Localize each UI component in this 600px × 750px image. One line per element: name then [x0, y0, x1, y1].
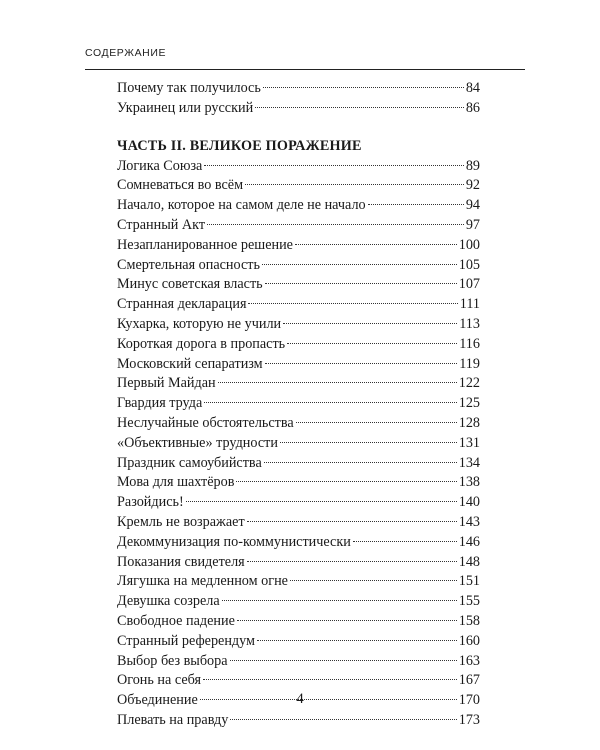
toc-entry-page: 134 [458, 454, 480, 471]
toc-entry [117, 493, 480, 513]
dot-leader [280, 442, 457, 443]
dot-leader [207, 224, 464, 225]
toc-entry-page: 131 [458, 434, 480, 451]
toc-entry [117, 711, 480, 731]
toc-entry [117, 236, 480, 256]
toc-entry [117, 335, 480, 355]
running-header [85, 47, 525, 70]
dot-leader [263, 87, 464, 88]
toc-entry-page: 163 [458, 652, 480, 669]
toc-entry-page: 167 [458, 672, 480, 689]
dot-leader [295, 244, 457, 245]
toc-entry-title: Странная декларация [117, 296, 247, 313]
page-number: 4 [296, 691, 304, 707]
toc-entry [117, 612, 480, 632]
toc-entry [117, 79, 480, 99]
toc-entry-title: Начало, которое на самом деле не начало [117, 197, 366, 214]
toc-entry [117, 157, 480, 177]
toc-entry-title: Объединение [117, 692, 198, 709]
toc-entry-title: Плевать на правду [117, 711, 229, 728]
toc-entry-page: 140 [458, 494, 480, 511]
dot-leader [257, 640, 457, 641]
toc-entry-title: Лягушка на медленном огне [117, 573, 288, 590]
toc-entry-page: 86 [465, 99, 480, 116]
toc-entry [117, 454, 480, 474]
toc-entry-page: 111 [459, 296, 480, 313]
toc-entry-title: Показания свидетеля [117, 553, 245, 570]
toc-entry [117, 652, 480, 672]
toc-entry-page: 119 [459, 355, 480, 372]
toc-entry-title: Мова для шахтёров [117, 474, 235, 491]
dot-leader [262, 264, 457, 265]
dot-leader [353, 541, 457, 542]
toc-entry-title: Гвардия труда [117, 395, 203, 412]
toc-entry-page: 94 [465, 197, 480, 214]
dot-leader [236, 481, 456, 482]
dot-leader [287, 343, 457, 344]
toc-entry-title: «Объективные» трудности [117, 434, 278, 451]
dot-leader [204, 165, 463, 166]
header-title: СОДЕРЖАНИЕ [85, 47, 167, 59]
toc-entry-page: 105 [458, 256, 480, 273]
toc-entry [117, 99, 480, 119]
toc-entry-title: Праздник самоубийства [117, 454, 262, 471]
dot-leader [283, 323, 457, 324]
dot-leader [296, 422, 457, 423]
toc-entry-page: 125 [458, 395, 480, 412]
toc-entry-title: Минус советская власть [117, 276, 263, 293]
dot-leader [247, 521, 457, 522]
toc-entry [117, 355, 480, 375]
toc-entry-title: Неслучайные обстоятельства [117, 414, 294, 431]
toc-entry-page: 170 [458, 692, 480, 709]
toc-entry-page: 143 [458, 513, 480, 530]
toc-entry-page: 158 [458, 612, 480, 629]
toc-entry-title: Разойдись! [117, 494, 184, 511]
toc-entry [117, 374, 480, 394]
dot-leader [264, 462, 457, 463]
dot-leader [203, 679, 457, 680]
toc-entry-title: Сомневаться во всём [117, 177, 244, 194]
toc-entry [117, 592, 480, 612]
toc-entry [117, 572, 480, 592]
toc-entry-page: 113 [459, 315, 480, 332]
part-title: ЧАСТЬ II. ВЕЛИКОЕ ПОРАЖЕНИЕ [117, 137, 362, 154]
toc-entry-page: 138 [458, 474, 480, 491]
toc-entry [117, 553, 480, 573]
dot-leader [368, 204, 464, 205]
dot-leader [186, 501, 457, 502]
toc-entry [117, 196, 480, 216]
toc-entry [117, 414, 480, 434]
dot-leader [255, 107, 464, 108]
toc-entry [117, 513, 480, 533]
dot-leader [230, 719, 456, 720]
dot-leader [230, 660, 457, 661]
toc-entry-page: 160 [458, 632, 480, 649]
toc-entry [117, 394, 480, 414]
dot-leader [204, 402, 456, 403]
toc-entry [117, 434, 480, 454]
dot-leader [245, 184, 464, 185]
toc-entry-page: 92 [465, 177, 480, 194]
toc-entry-page: 128 [458, 414, 480, 431]
toc-entry-page: 173 [458, 711, 480, 728]
toc-entry-page: 84 [465, 80, 480, 96]
toc-entry-title: Украинец или русский [117, 99, 254, 116]
toc-entry [117, 256, 480, 276]
toc-entry [117, 473, 480, 493]
toc-entry-title: Свободное падение [117, 612, 235, 629]
toc-entry-page: 89 [465, 157, 480, 174]
toc-entry-title: Московский сепаратизм [117, 355, 263, 372]
toc-entry-title: Первый Майдан [117, 375, 216, 392]
toc-entry-page: 155 [458, 593, 480, 610]
toc-entry [117, 275, 480, 295]
toc-entry-title: Странный референдум [117, 632, 256, 649]
toc-entry-title: Кремль не возражает [117, 513, 245, 530]
toc-entry [117, 216, 480, 236]
toc-entry [117, 176, 480, 196]
toc-entry-title: Декоммунизация по-коммунистически [117, 533, 351, 550]
dot-leader [248, 303, 457, 304]
dot-leader [290, 580, 457, 581]
toc-entry-page: 97 [465, 216, 480, 233]
dot-leader [218, 382, 457, 383]
dot-leader [247, 561, 457, 562]
dot-leader [265, 363, 458, 364]
toc-entry [117, 671, 480, 691]
toc-entry-title: Короткая дорога в пропасть [117, 335, 286, 352]
toc-entry-title: Незапланированное решение [117, 236, 293, 253]
toc-entry [117, 295, 480, 315]
intro-entries [117, 79, 480, 119]
toc-entry-title: Огонь на себя [117, 672, 202, 689]
part-entries [117, 157, 480, 731]
toc-entry-title: Почему так получилось [117, 80, 261, 96]
toc-entry [117, 632, 480, 652]
toc-entry-title: Странный Акт [117, 216, 206, 233]
toc-entry-page: 107 [458, 276, 480, 293]
table-of-contents [117, 79, 480, 731]
toc-entry-page: 100 [458, 236, 480, 253]
dot-leader [265, 283, 457, 284]
toc-entry-title: Выбор без выбора [117, 652, 228, 669]
toc-entry-page: 146 [458, 533, 480, 550]
toc-entry-title: Логика Союза [117, 157, 203, 174]
toc-entry-page: 116 [459, 335, 480, 352]
toc-entry-title: Девушка созрела [117, 593, 220, 610]
toc-entry-page: 122 [458, 375, 480, 392]
toc-entry [117, 533, 480, 553]
toc-entry-page: 148 [458, 553, 480, 570]
toc-entry-title: Смертельная опасность [117, 256, 260, 273]
toc-entry [117, 315, 480, 335]
toc-entry-page: 151 [458, 573, 480, 590]
toc-entry-title: Кухарка, которую не учили [117, 315, 282, 332]
dot-leader [222, 600, 457, 601]
dot-leader [237, 620, 457, 621]
